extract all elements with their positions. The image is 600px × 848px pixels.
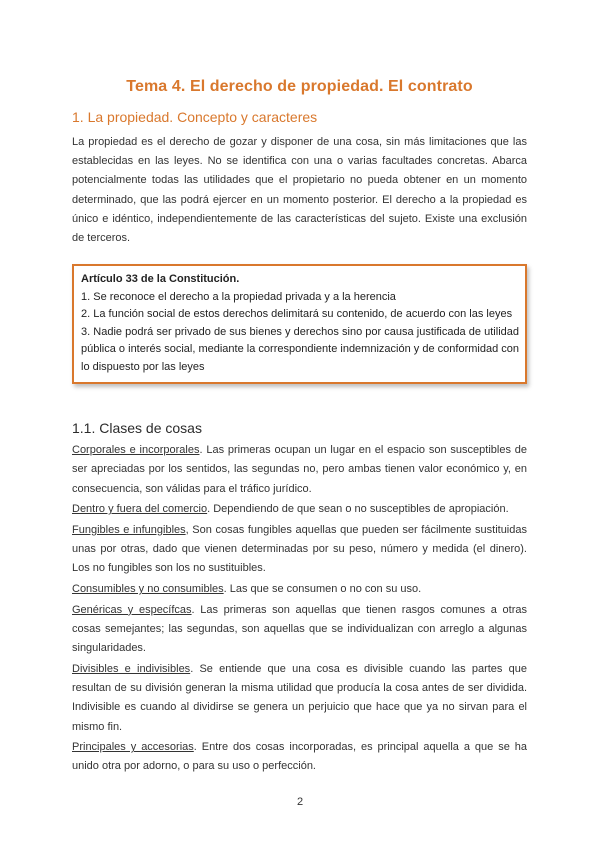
class-description: . Las primeras son aquellas que tienen rasgos comunes a otras cosas semejantes; las segundas, son aquellas que se individualizan con arreglo a algunas singularidades.: [72, 603, 527, 655]
page-content: [72, 76, 527, 778]
class-term: Principales y accesorias: [72, 741, 194, 754]
article-item: 1. Se reconoce el derecho a la propiedad privada y a la herencia: [81, 290, 396, 303]
section-heading-clases: 1.1. Clases de cosas: [72, 420, 202, 437]
class-item: [72, 738, 527, 776]
constitution-article-box: [72, 264, 527, 384]
class-description: , Son cosas fungibles aquellas que pueden ser fácilmente sustituidas unas por otras, dado que vienen determinadas por su peso, número y medida (el dinero). Los no fungibles son los no sustituibles.: [72, 524, 527, 575]
class-description: . Las que se consumen o no con su uso.: [223, 583, 422, 596]
class-term: Divisibles e indivisibles: [72, 662, 191, 675]
section-heading-propiedad: 1. La propiedad. Concepto y caracteres: [72, 109, 318, 125]
intro-paragraph: La propiedad es el derecho de gozar y disponer de una cosa, sin más limitaciones que las establecidas en las leyes. No se identifica con una o varias facultades concretas. Abarca potencialmente todas las utilidades que el propietario no pueda obtener en un momento determinado, que las podrá ejercer en un momento posterior. El derecho a la propiedad es único e idéntico, independientemente de las características del sujeto. Existe una exclusión de terceros.: [72, 136, 527, 245]
article-item: 2. La función social de estos derechos delimitará su contenido, de acuerdo con las leyes: [81, 308, 513, 321]
class-description: . Las primeras ocupan un lugar en el espacio son susceptibles de ser apreciadas por los sentidos, las segundas no, pero ambas tienen valor económico y, en consecuencia, son válidas para el tráfico jurídico.: [72, 444, 527, 495]
article-item: 3. Nadie podrá ser privado de sus bienes y derechos sino por causa justificada de utilidad pública o interés social, mediante la correspondiente indemnización y de conformidad con lo dispuesto por las leyes: [81, 325, 519, 373]
class-term: Consumibles y no consumibles: [72, 583, 224, 596]
class-item: [72, 521, 527, 579]
class-description: . Entre dos cosas incorporadas, es principal aquella a que se ha unido otra por adorno, o para su uso o perfección.: [72, 741, 528, 773]
class-item: [72, 500, 527, 519]
class-item: [72, 660, 527, 737]
class-term: Genéricas y específcas: [72, 603, 192, 616]
class-item: [72, 580, 527, 599]
class-term: Corporales e incorporales: [72, 444, 200, 457]
class-term: Dentro y fuera del comercio: [72, 503, 208, 516]
document-title: Tema 4. El derecho de propiedad. El contrato: [126, 78, 473, 95]
class-description: . Se entiende que una cosa es divisible cuando las partes que resultan de su división generan la misma utilidad que producía la cosa antes de ser dividida. Indivisible es cuando al dividirse se genera un perjuicio que hace que ya no sirvan para el mismo fin.: [72, 662, 527, 733]
class-term: Fungibles e infungibles: [72, 524, 186, 537]
class-item: [72, 601, 527, 659]
article-title: Artículo 33 de la Constitución.: [81, 273, 240, 286]
class-item: [72, 441, 527, 499]
page-number: 2: [296, 796, 304, 808]
class-description: . Dependiendo de que sean o no susceptibles de apropiación.: [207, 503, 509, 516]
